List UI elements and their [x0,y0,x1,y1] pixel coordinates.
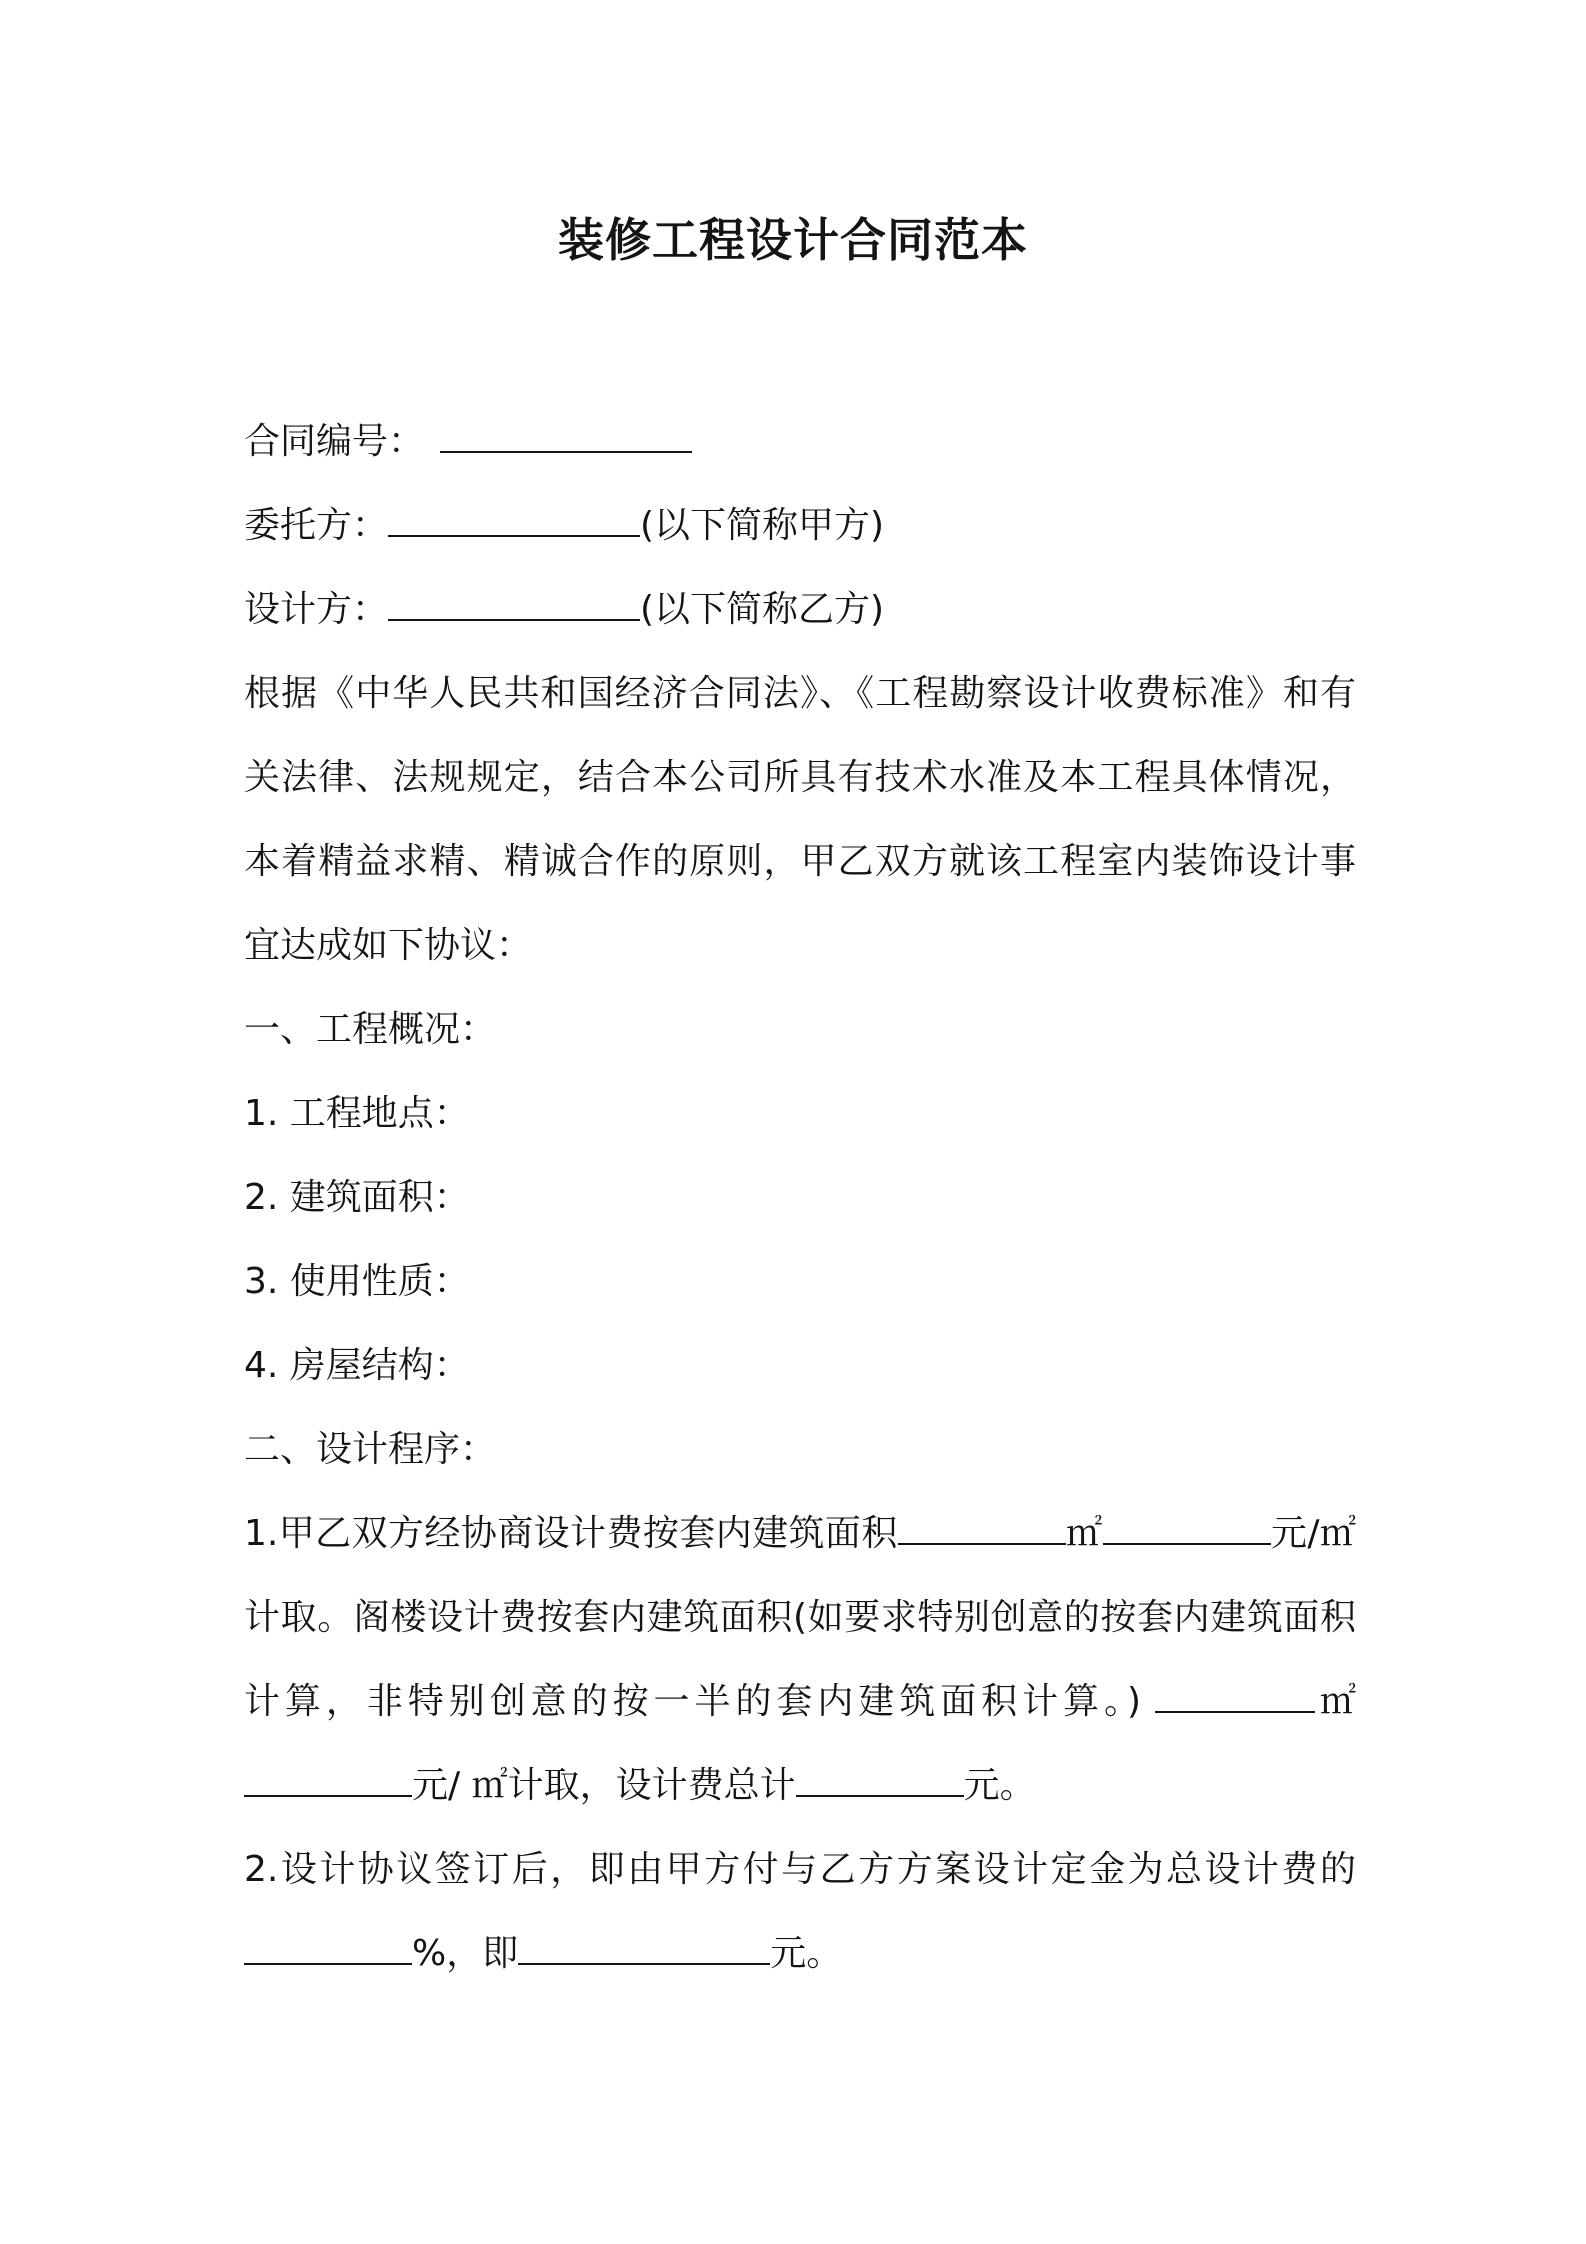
designer-line [244,568,1356,652]
client-line [244,484,1356,568]
clause-1-blank-attic-price [244,1765,412,1797]
contract-number-line [244,400,1356,484]
intro-paragraph: 根据《中华人民共和国经济合同法》、《工程勘察设计收费标准》和有关法律、法规规定，结合本公司所具有技术水准及本工程具体情况，本着精益求精、精诚合作的原则，甲乙双方就该工程室内装饰设计事宜达成如下协议： [244,673,1356,966]
clause-2-text-c: 元。 [770,1933,843,1974]
designer-blank [388,589,640,621]
clause-1-text-a: 1.甲乙双方经协商设计费按套内建筑面积 [244,1513,898,1554]
clause-2-blank-amount [518,1933,770,1965]
clause-1-text-f: 元。 [963,1765,1036,1806]
item-house-structure: 4. 房屋结构： [244,1345,470,1386]
contract-number-label: 合同编号： [244,421,425,462]
clause-1-unit-sqm-2: ㎡ [1315,1681,1356,1722]
clause-1-blank-area [898,1513,1066,1545]
designer-label: 设计方： [244,589,389,630]
clause-1-blank-price [1103,1513,1271,1545]
item-usage-type: 3. 使用性质： [244,1261,470,1302]
item-project-location: 1. 工程地点： [244,1093,470,1134]
section-2-heading: 二、设计程序： [244,1429,497,1470]
clause-1 [244,1492,1356,1828]
document-body [244,400,1356,1996]
section-1-heading: 一、工程概况： [244,1009,497,1050]
designer-suffix: (以下简称乙方) [640,589,885,630]
client-label: 委托方： [244,505,389,546]
clause-1-text-d: 元/ [412,1765,472,1806]
clause-1-blank-attic-area [1155,1681,1315,1713]
clause-1-text-b: 元/ [1270,1513,1320,1554]
clause-2-text-a: 2.设计协议签订后，即由甲方付与乙方方案设计定金为总设计费的 [244,1849,1356,1890]
item-building-area: 2. 建筑面积： [244,1177,470,1218]
clause-1-text-c: ㎡计取。阁楼设计费按套内建筑面积(如要求特别创意的按套内建筑面积计算，非特别创意的按一半的套内建筑面积计算。) [244,1513,1356,1722]
document-title: 装修工程设计合同范本 [558,213,1028,267]
client-suffix: (以下简称甲方) [640,505,885,546]
contract-number-blank [440,421,692,453]
client-blank [388,505,640,537]
clause-1-text-e: ㎡计取，设计费总计 [471,1765,796,1806]
clause-2-text-b: %，即 [412,1933,519,1974]
clause-2 [244,1828,1356,1996]
clause-2-blank-percent [244,1933,412,1965]
clause-1-blank-total [796,1765,964,1797]
clause-1-unit-sqm: ㎡ [1065,1513,1103,1554]
